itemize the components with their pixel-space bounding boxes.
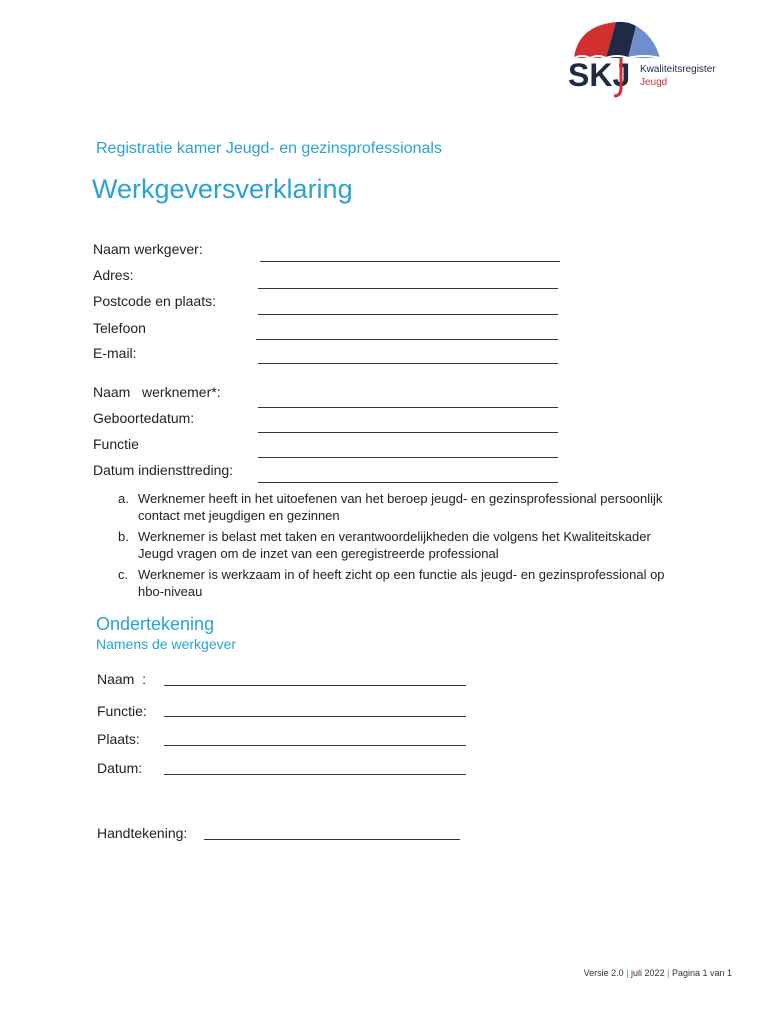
field-label-functie: Functie — [93, 436, 139, 452]
list-item — [118, 566, 678, 600]
input-line-naam-werknemer[interactable] — [258, 407, 558, 408]
logo-text — [640, 63, 716, 89]
skj-logo — [566, 18, 736, 98]
field-label-postcode: Postcode en plaats: — [93, 293, 216, 309]
footer-date: juli 2022 — [631, 968, 665, 978]
logo-line-1: Kwaliteitsregister — [640, 64, 716, 75]
input-line-datum-indiensttreding[interactable] — [258, 482, 558, 483]
field-label-naam-werknemer: Naam werknemer*: — [93, 384, 221, 400]
signature-section-title: Ondertekening — [96, 614, 215, 634]
sig-label-handtekening: Handtekening: — [97, 825, 188, 841]
sig-line-datum[interactable] — [164, 774, 466, 775]
statement-list — [118, 490, 678, 604]
list-item-text: Werknemer is belast met taken en verantwoordelijkheden die volgens het Kwaliteitskader Jeugd vragen om de inzet van een geregistreerde professional — [138, 529, 651, 561]
sig-line-functie[interactable] — [164, 716, 466, 717]
field-label-naam-werkgever: Naam werkgever: — [93, 241, 203, 257]
document-title: Werkgeversverklaring — [92, 174, 353, 204]
footer-version: Versie 2.0 — [583, 968, 624, 978]
list-item — [118, 528, 678, 562]
field-label-adres: Adres: — [93, 267, 134, 283]
input-line-adres[interactable] — [258, 288, 558, 289]
field-label-datum-indiensttreding: Datum indiensttreding: — [93, 462, 234, 478]
sig-line-handtekening[interactable] — [204, 839, 460, 840]
list-marker: c. — [118, 567, 129, 582]
input-line-geboortedatum[interactable] — [258, 432, 558, 433]
logo-mark-text: SKJ — [568, 57, 631, 93]
list-item-text: Werknemer is werkzaam in of heeft zicht op een functie als jeugd- en gezinsprofessional op hbo-niveau — [138, 567, 665, 599]
document-subtitle: Registratie kamer Jeugd- en gezinsprofessionals — [96, 140, 442, 157]
sig-line-naam[interactable] — [164, 685, 466, 686]
field-label-geboortedatum: Geboortedatum: — [93, 410, 195, 426]
field-label-email: E-mail: — [93, 345, 137, 361]
sig-line-plaats[interactable] — [164, 745, 466, 746]
footer-separator: | — [626, 968, 629, 978]
signature-section-subtitle: Namens de werkgever — [96, 636, 237, 652]
input-line-postcode[interactable] — [258, 314, 558, 315]
input-line-functie[interactable] — [258, 457, 558, 458]
footer-page: Pagina 1 van 1 — [671, 968, 732, 978]
input-line-telefoon[interactable] — [256, 339, 558, 340]
list-marker: a. — [118, 491, 129, 506]
logo-line-2: Jeugd — [640, 77, 668, 88]
input-line-email[interactable] — [258, 363, 558, 364]
sig-label-datum: Datum: — [97, 760, 143, 776]
list-marker: b. — [118, 529, 129, 544]
sig-label-functie: Functie: — [97, 703, 147, 719]
field-label-telefoon: Telefoon — [93, 320, 146, 336]
sig-label-naam: Naam : — [97, 671, 147, 687]
input-line-naam-werkgever[interactable] — [260, 261, 560, 262]
page-footer — [560, 968, 732, 978]
footer-separator: | — [667, 968, 670, 978]
sig-label-plaats: Plaats: — [97, 731, 140, 747]
list-item-text: Werknemer heeft in het uitoefenen van het beroep jeugd- en gezinsprofessional persoonlijk contact met jeugdigen en gezinnen — [138, 491, 663, 523]
list-item — [118, 490, 678, 524]
